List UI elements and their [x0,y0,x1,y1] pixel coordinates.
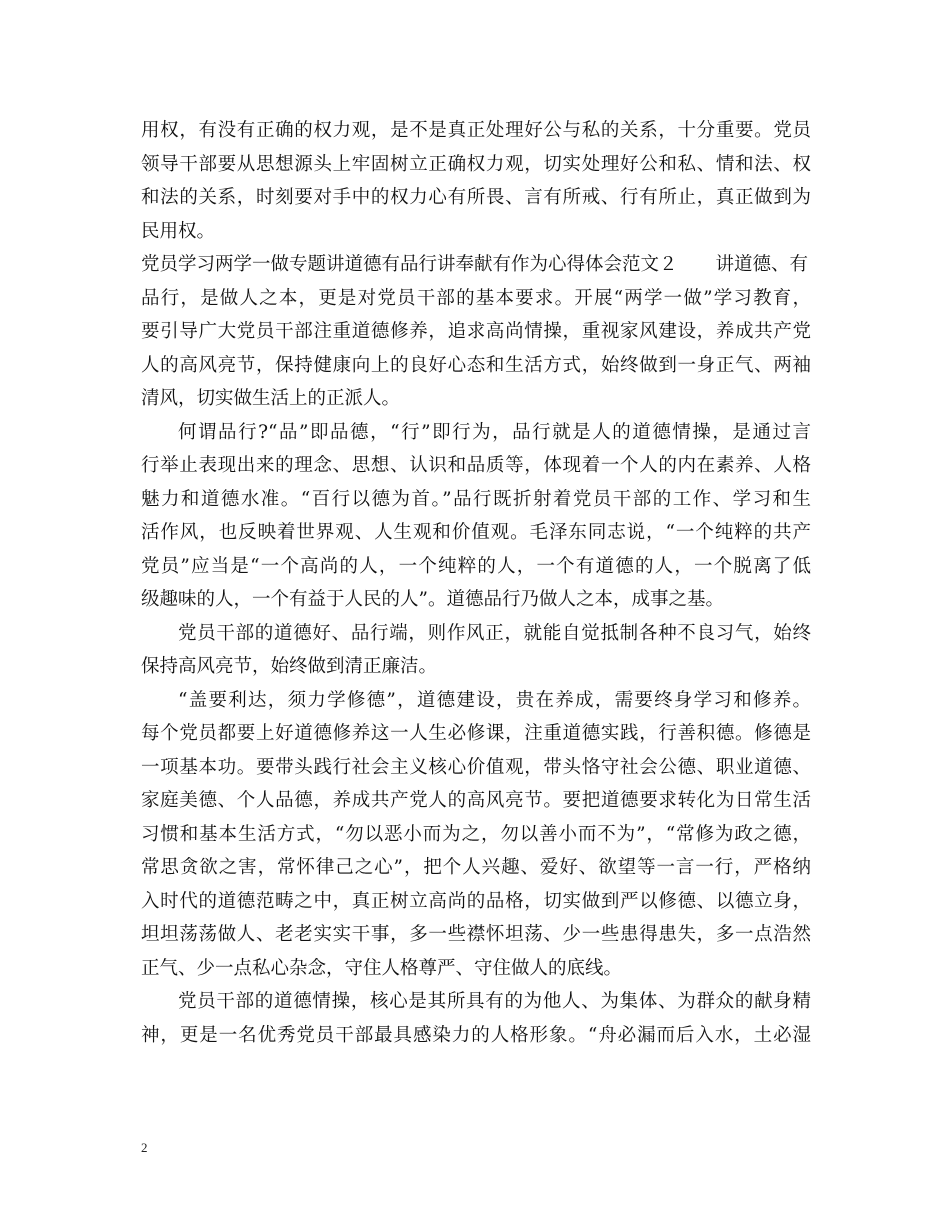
text-line: 正气、少一点私心杂念，守住人格尊严、守住做人的底线。 [141,957,623,979]
section-heading: 党员学习两学一做专题讲道德有品行讲奉献有作为心得体会范文２ [141,254,678,275]
text-line: 领导干部要从思想源头上牢固树立正确权力观，切实处理好公和私、情和法、权 [141,153,811,175]
text-line: 神，更是一名优秀党员干部最具感染力的人格形象。“舟必漏而后入水，土必湿 [141,1024,811,1046]
paragraph-2 [141,248,811,416]
paragraph-3 [141,416,811,617]
text-line: 要引导广大党员干部注重道德修养，追求高尚情操，重视家风建设，养成共产党 [141,321,811,342]
text-line: 品行，是做人之本，更是对党员干部的基本要求。开展“两学一做”学习教育， [141,287,811,309]
paragraph-1 [141,114,811,248]
text-line: 常思贪欲之害，常怀律己之心”，把个人兴趣、爱好、欲望等一言一行，严格纳 [141,857,811,878]
text-line: 坦坦荡荡做人、老老实实干事，多一些襟怀坦荡、少一些患得患失，多一点浩然 [141,924,811,945]
text-line: 每个党员都要上好道德修养这一人生必修课，注重道德实践，行善积德。修德是 [141,723,811,744]
text-line: 一项基本功。要带头践行社会主义核心价值观，带头恪守社会公德、职业道德、 [141,756,811,778]
paragraph-5 [141,684,811,986]
text-line: 级趣味的人，一个有益于人民的人”。道德品行乃做人之本，成事之基。 [141,589,724,610]
text-line: 保持高风亮节，始终做到清正廉洁。 [141,656,438,677]
text-line: 魅力和道德水准。“百行以德为首。”品行既折射着党员干部的工作、学习和生 [141,488,811,510]
text-line: 何谓品行?“品”即品德，“行”即行为，品行就是人的道德情操，是通过言 [178,421,811,443]
text-line: 人的高风亮节，保持健康向上的良好心态和生活方式，始终做到一身正气、两袖 [141,354,811,376]
text-line: 党员”应当是“一个高尚的人，一个纯粹的人，一个有道德的人，一个脱离了低 [141,555,811,577]
text-line: 和法的关系，时刻要对手中的权力心有所畏、言有所戒、行有所止，真正做到为 [141,187,811,208]
text-line: 入时代的道德范畴之中，真正树立高尚的品格，切实做到严以修德、以德立身， [141,890,811,912]
heading-line [141,248,811,282]
text-line: 习惯和基本生活方式，“勿以恶小而为之，勿以善小而不为”，“常修为政之德， [141,823,811,845]
paragraph-6 [141,985,811,1052]
text-line: 党员干部的道德情操，核心是其所具有的为他人、为集体、为群众的献身精 [178,991,811,1012]
text-line: 民用权。 [141,220,216,242]
text-line: 行举止表现出来的理念、思想、认识和品质等，体现着一个人的内在素养、人格 [141,455,811,476]
page-number: 2 [141,1140,148,1155]
text-line: 用权，有没有正确的权力观，是不是真正处理好公与私的关系，十分重要。党员 [141,120,811,141]
document-body [141,114,811,1052]
text-line: 活作风，也反映着世界观、人生观和价值观。毛泽东同志说，“一个纯粹的共产 [141,522,811,543]
text-line: 清风，切实做生活上的正派人。 [141,388,401,409]
paragraph-4 [141,617,811,684]
text-line: 党员干部的道德好、品行端，则作风正，就能自觉抵制各种不良习气，始终 [178,622,811,644]
text-line: “盖要利达，须力学修德”，道德建设，贵在养成，需要终身学习和修养。 [178,689,811,711]
text-line: 家庭美德、个人品德，养成共产党人的高风亮节。要把道德要求转化为日常生活 [141,790,811,811]
text-line: 讲道德、有 [715,254,809,275]
